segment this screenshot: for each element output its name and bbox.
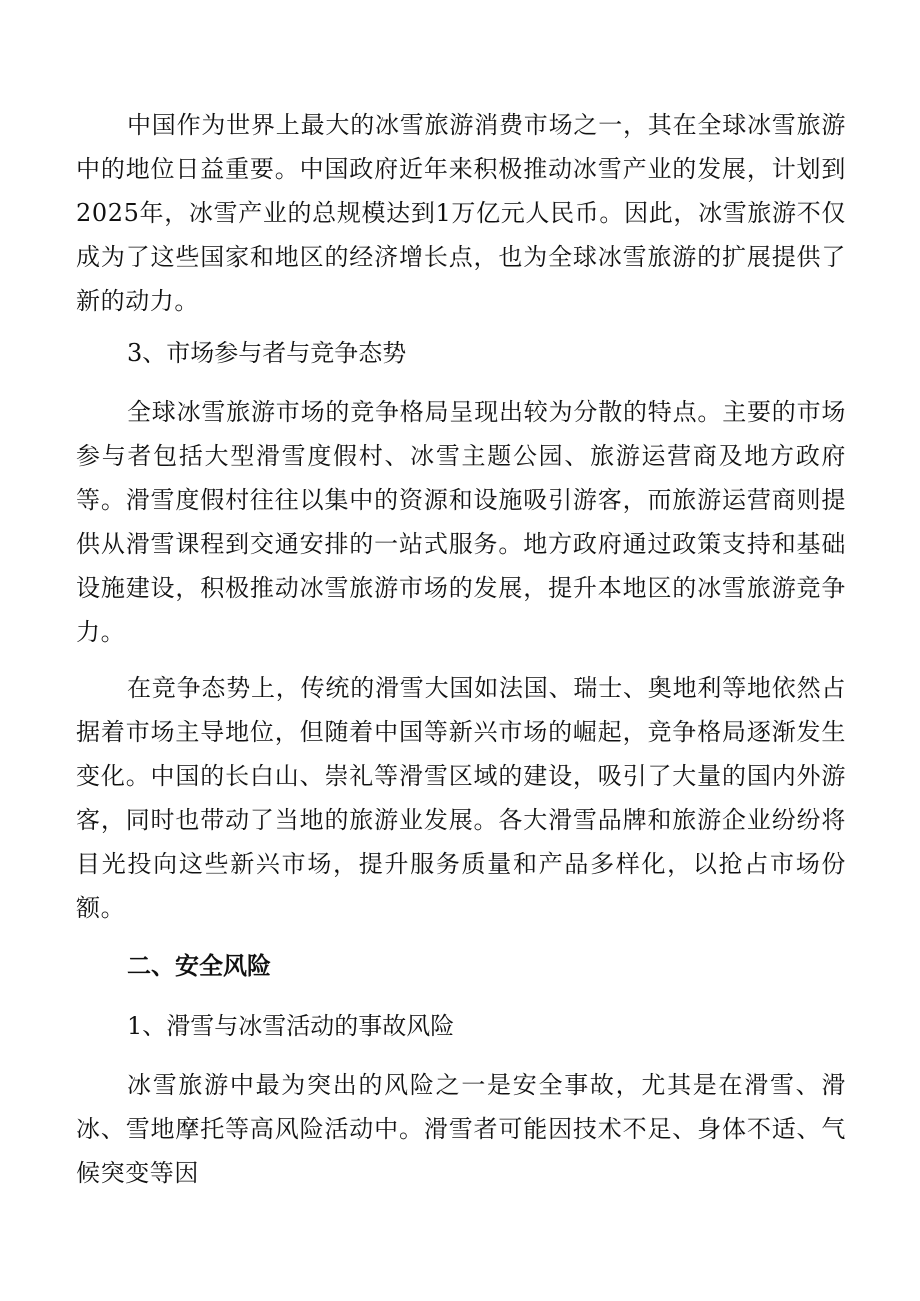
subheading-market-participants: 3、市场参与者与竞争态势 — [127, 339, 407, 367]
paragraph-competition-trends: 在竞争态势上，传统的滑雪大国如法国、瑞士、奥地利等地依然占据着市场主导地位，但随着中国等新兴市场的崛起，竞争格局逐渐发生变化。中国的长白山、崇礼等滑雪区域的建设，吸引了大量的国内外游客，同时也带动了当地的旅游业发展。各大滑雪品牌和旅游企业纷纷将目光投向这些新兴市场，提升服务质量和产品多样化，以抢占市场份额。 — [76, 674, 846, 922]
paragraph-accident-risk: 冰雪旅游中最为突出的风险之一是安全事故，尤其是在滑雪、滑冰、雪地摩托等高风险活动中。滑雪者可能因技术不足、身体不适、气候突变等因 — [76, 1071, 846, 1187]
paragraph-competition-landscape: 全球冰雪旅游市场的竞争格局呈现出较为分散的特点。主要的市场参与者包括大型滑雪度假村、冰雪主题公园、旅游运营商及地方政府等。滑雪度假村往往以集中的资源和设施吸引游客，而旅游运营商则提供从滑雪课程到交通安排的一站式服务。地方政府通过政策支持和基础设施建设，积极推动冰雪旅游市场的发展，提升本地区的冰雪旅游竞争力。 — [76, 398, 846, 646]
paragraph-china-market: 中国作为世界上最大的冰雪旅游消费市场之一，其在全球冰雪旅游中的地位日益重要。中国政府近年来积极推动冰雪产业的发展，计划到2025年，冰雪产业的总规模达到1万亿元人民币。因此，冰雪旅游不仅成为了这些国家和地区的经济增长点，也为全球冰雪旅游的扩展提供了新的动力。 — [76, 111, 846, 315]
section-heading-safety-risk: 二、安全风险 — [127, 951, 271, 980]
subheading-accident-risk: 1、滑雪与冰雪活动的事故风险 — [127, 1012, 455, 1040]
